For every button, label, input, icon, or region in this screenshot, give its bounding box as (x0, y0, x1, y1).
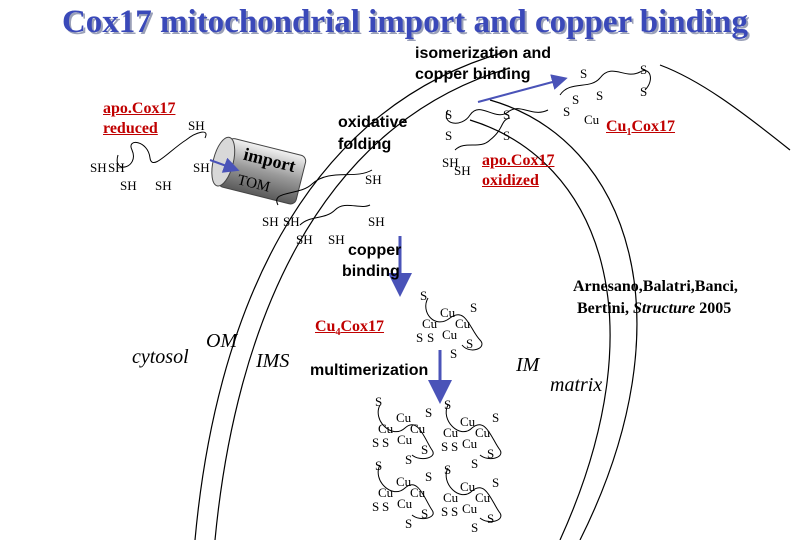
m3-s2: S (425, 469, 433, 484)
sh-10: SH (296, 232, 313, 247)
label-cytosol: cytosol (132, 346, 189, 368)
m3-s5: S (421, 506, 429, 521)
label-apo-reduced-state: reduced (103, 120, 158, 137)
m4-s1: S (444, 462, 452, 477)
sh-2: SH (90, 160, 107, 175)
m2-s1: S (444, 397, 452, 412)
label-ims: IMS (256, 350, 290, 372)
label-tom: TOM (235, 172, 272, 196)
label-copper-binding-top: copper binding (415, 66, 531, 83)
m4-s5: S (487, 511, 495, 526)
m2-cu3: Cu (475, 425, 491, 440)
label-oxidative: oxidative (338, 114, 408, 131)
citation-line2: Bertini, Structure 2005 (577, 300, 732, 317)
sh-3: SH (108, 160, 125, 175)
m1-s4: S (382, 435, 390, 450)
m4-cu3: Cu (475, 490, 491, 505)
cu-cu1: Cu (584, 112, 600, 127)
s-cu1-5: S (596, 88, 604, 103)
cu-cu4-2: Cu (422, 316, 438, 331)
label-cu4: $Cu_4Cox17$ (315, 318, 385, 339)
chain-oxidized-2 (455, 118, 510, 150)
s-cu4-2: S (470, 300, 478, 315)
s-cu1-1: S (580, 66, 588, 81)
m4-s6: S (471, 520, 479, 535)
sh-12: SH (368, 214, 385, 229)
s-cu4-3: S (416, 330, 424, 345)
m2-s5: S (487, 446, 495, 461)
m3-s1: S (375, 458, 383, 473)
m1-s3: S (372, 435, 380, 450)
m2-cu1: Cu (460, 414, 476, 429)
m2-cu4: Cu (462, 436, 478, 451)
m3-s4: S (382, 499, 390, 514)
sh-11: SH (328, 232, 345, 247)
m2-s2: S (492, 410, 500, 425)
label-cu1: $Cu_1Cox17$ (606, 118, 676, 139)
s-cu1-4: S (572, 92, 580, 107)
chain-after-import-2 (300, 205, 370, 225)
m3-cu4: Cu (397, 496, 413, 511)
label-matrix: matrix (550, 374, 603, 396)
s-cu4-6: S (450, 346, 458, 361)
sh-5: SH (155, 178, 172, 193)
m1-s1: S (375, 394, 383, 409)
sh-ox-1: SH (442, 155, 459, 170)
label-im: IM (516, 354, 540, 376)
m4-cu2: Cu (443, 490, 459, 505)
sh-1: SH (188, 118, 205, 133)
label-folding: folding (338, 136, 392, 153)
label-apo-oxidized-state: oxidized (482, 172, 539, 189)
m3-cu1: Cu (396, 474, 412, 489)
label-apo-reduced-name: apo.Cox17 (103, 100, 176, 117)
m4-cu4: Cu (462, 501, 478, 516)
m1-cu4: Cu (397, 432, 413, 447)
s-ox-3: S (503, 107, 511, 122)
s-cu1-3: S (640, 84, 648, 99)
m4-s2: S (492, 475, 500, 490)
cu-cu4-1: Cu (440, 305, 456, 320)
s-cu4-5: S (466, 336, 474, 351)
m1-s6: S (405, 452, 413, 467)
citation-line1: Arnesano,Balatri,Banci, (573, 278, 738, 295)
m3-s3: S (372, 499, 380, 514)
s-ox-4: S (503, 128, 511, 143)
label-import: import (241, 143, 298, 177)
m2-s6: S (471, 456, 479, 471)
s-cu1-2: S (640, 62, 648, 77)
sh-8: SH (262, 214, 279, 229)
inner-membrane-top (660, 65, 790, 150)
chain-oxidized (446, 109, 548, 124)
label-multimerization: multimerization (310, 362, 429, 379)
m3-s6: S (405, 516, 413, 531)
sh-7: SH (365, 172, 382, 187)
m1-s5: S (421, 442, 429, 457)
page-title: Cox17 mitochondrial import and copper binding (61, 4, 749, 40)
label-om: OM (206, 330, 238, 352)
sh-6: SH (193, 160, 210, 175)
label-apo-oxidized-name: apo.Cox17 (482, 152, 555, 169)
sh-4: SH (120, 178, 137, 193)
m2-cu2: Cu (443, 425, 459, 440)
m1-cu2: Cu (378, 421, 394, 436)
label-isomerization: isomerization and (415, 45, 552, 62)
m4-cu1: Cu (460, 479, 476, 494)
s-ox-1: S (445, 107, 453, 122)
s-cu4-1: S (420, 288, 428, 303)
m2-s3: S (441, 439, 449, 454)
m2-s4: S (451, 439, 459, 454)
cu-cu4-3: Cu (455, 316, 471, 331)
m1-s2: S (425, 405, 433, 420)
label-copper: copper (348, 242, 402, 259)
s-ox-2: S (445, 128, 453, 143)
s-cu1-6: S (563, 104, 571, 119)
m3-cu2: Cu (378, 485, 394, 500)
cu-cu4-4: Cu (442, 327, 458, 342)
sh-9: SH (283, 214, 300, 229)
s-cu4-4: S (427, 330, 435, 345)
sh-ox-2: SH (454, 163, 471, 178)
m4-s4: S (451, 504, 459, 519)
m1-cu1: Cu (396, 410, 412, 425)
m4-s3: S (441, 504, 449, 519)
label-binding: binding (342, 263, 400, 280)
m1-cu3: Cu (410, 421, 426, 436)
m3-cu3: Cu (410, 485, 426, 500)
